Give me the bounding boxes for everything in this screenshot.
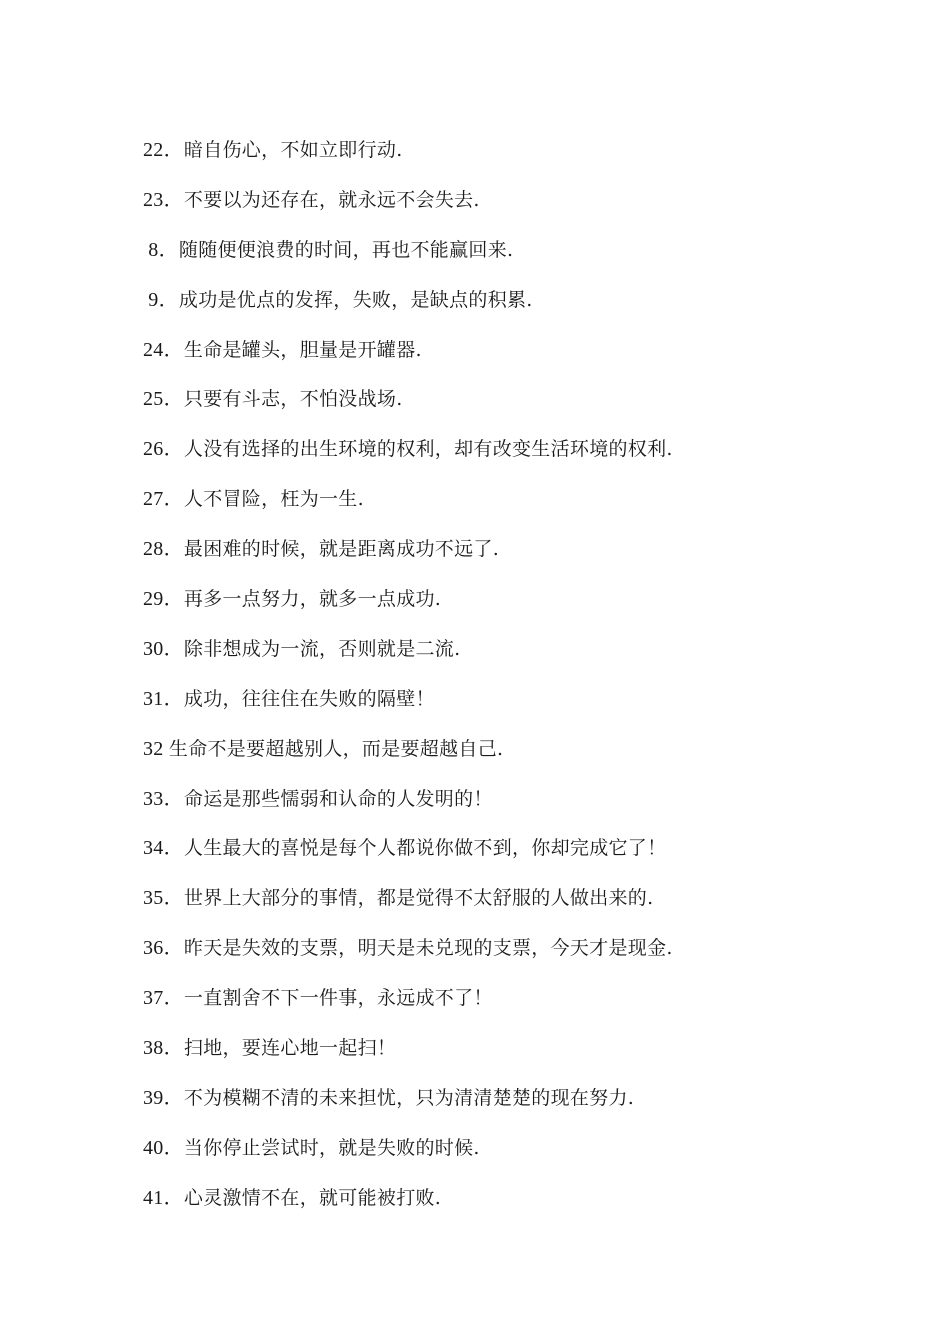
quote-number: 28． xyxy=(143,538,184,561)
quote-line xyxy=(143,431,923,481)
quote-text: 世界上大部分的事情，都是觉得不太舒服的人做出来的. xyxy=(183,887,654,910)
quote-text: 生命是罐头，胆量是开罐器. xyxy=(183,338,422,361)
quote-text: 成功，往往住在失败的隔壁！ xyxy=(183,687,435,710)
quote-number: 37． xyxy=(143,987,184,1010)
quote-text: 成功是优点的发挥，失败，是缺点的积累. xyxy=(178,288,533,311)
quote-number: 24． xyxy=(143,338,184,361)
quote-number: 26． xyxy=(143,438,184,461)
quote-text: 心灵激情不在，就可能被打败. xyxy=(183,1186,442,1209)
quote-line xyxy=(143,132,923,182)
quote-line xyxy=(143,830,923,880)
quote-number: 8． xyxy=(143,238,179,261)
quote-number: 36． xyxy=(143,937,184,960)
quote-number: 35． xyxy=(143,887,184,910)
quote-text: 人没有选择的出生环境的权利，却有改变生活环境的权利. xyxy=(183,438,673,461)
quote-number: 25． xyxy=(143,388,184,411)
quote-number: 38． xyxy=(143,1037,184,1060)
quote-number: 33． xyxy=(143,787,184,810)
quote-number: 9． xyxy=(143,288,179,311)
quote-line xyxy=(143,531,923,581)
quote-text: 除非想成为一流，否则就是二流. xyxy=(183,637,461,660)
quote-line xyxy=(143,232,923,282)
quote-line xyxy=(143,631,923,681)
quote-line xyxy=(143,1180,923,1230)
quote-number: 41． xyxy=(143,1186,184,1209)
quote-text: 扫地，要连心地一起扫！ xyxy=(183,1037,397,1060)
quote-line xyxy=(143,481,923,531)
quote-number: 31． xyxy=(143,687,184,710)
quote-number: 23． xyxy=(143,188,184,211)
quote-text: 昨天是失效的支票，明天是未兑现的支票，今天才是现金. xyxy=(183,937,673,960)
quote-text: 最困难的时候，就是距离成功不远了. xyxy=(183,538,500,561)
quote-number: 29． xyxy=(143,588,184,611)
quote-number: 32 xyxy=(143,737,169,760)
quote-line xyxy=(143,1130,923,1180)
quote-text: 暗自伤心，不如立即行动. xyxy=(183,139,403,161)
quote-number: 34． xyxy=(143,837,184,860)
quote-line xyxy=(143,182,923,232)
quote-text: 不要以为还存在，就永远不会失去. xyxy=(183,188,480,211)
quote-number: 27． xyxy=(143,488,184,511)
quote-line xyxy=(143,1080,923,1130)
quote-line xyxy=(143,681,923,731)
quote-list xyxy=(143,132,923,1230)
quote-text: 人不冒险，枉为一生. xyxy=(183,488,364,511)
quote-text: 不为模糊不清的未来担忧，只为清清楚楚的现在努力. xyxy=(183,1086,635,1109)
quote-text: 一直割舍不下一件事，永远成不了！ xyxy=(183,987,493,1010)
quote-line xyxy=(143,1030,923,1080)
quote-line xyxy=(143,581,923,631)
quote-number: 40． xyxy=(143,1136,184,1159)
quote-number: 39． xyxy=(143,1086,184,1109)
quote-text: 只要有斗志，不怕没战场. xyxy=(183,388,403,411)
quote-line xyxy=(143,980,923,1030)
quote-line xyxy=(143,381,923,431)
quote-line xyxy=(143,880,923,930)
quote-line xyxy=(143,282,923,332)
quote-text: 当你停止尝试时，就是失败的时候. xyxy=(183,1136,480,1159)
quote-line xyxy=(143,930,923,980)
quote-text: 人生最大的喜悦是每个人都说你做不到，你却完成它了！ xyxy=(183,837,667,860)
quote-line xyxy=(143,781,923,831)
quote-number: 30． xyxy=(143,637,184,660)
quote-text: 随随便便浪费的时间，再也不能赢回来. xyxy=(178,238,514,261)
quote-line xyxy=(143,332,923,382)
quote-text: 再多一点努力，就多一点成功. xyxy=(183,588,442,611)
quote-text: 命运是那些懦弱和认命的人发明的！ xyxy=(183,787,493,810)
quote-text: 生命不是要超越别人，而是要超越自己. xyxy=(168,737,504,760)
quote-number: 22． xyxy=(143,139,184,161)
quote-line xyxy=(143,731,923,781)
